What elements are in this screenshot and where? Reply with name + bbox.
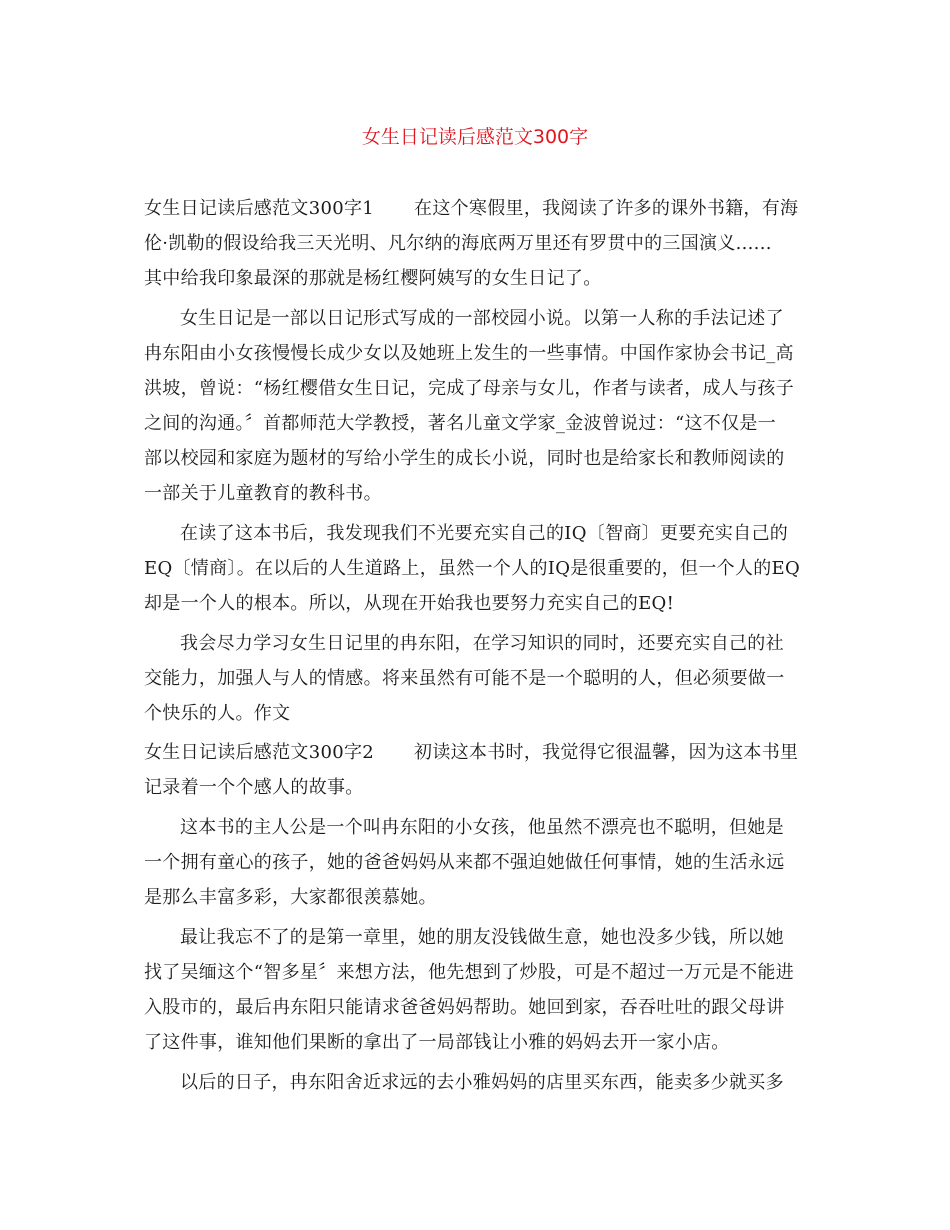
paragraph-line: 却是一个人的根本。所以，从现在开始我也要努力充实自己的EQ! bbox=[144, 593, 675, 614]
paragraph-line: 了这件事，谁知他们果断的拿出了一局部钱让小雅的妈妈去开一家小店。 bbox=[144, 1032, 730, 1053]
paragraph-text: 在这个寒假里，我阅读了许多的课外书籍，有海 bbox=[414, 198, 799, 219]
paragraph-text: 初读这本书时，我觉得它很温馨，因为这本书里 bbox=[414, 742, 799, 763]
paragraph-line: EQ〔情商〕。在以后的人生道路上，虽然一个人的IQ是很重要的，但一个人的EQ bbox=[144, 558, 801, 579]
paragraph-line: 是那么丰富多彩，大家都很羡慕她。 bbox=[144, 887, 437, 908]
paragraph-line: 冉东阳由小女孩慢慢长成少女以及她班上发生的一些事情。中国作家协会书记_高 bbox=[144, 343, 794, 364]
paragraph-line: 一个拥有童心的孩子，她的爸爸妈妈从来都不强迫她做任何事情，她的生活永远 bbox=[144, 852, 785, 873]
paragraph-line: 交能力，加强人与人的情感。将来虽然有可能不是一个聪明的人，但必须要做一 bbox=[144, 668, 785, 689]
paragraph-line bbox=[144, 197, 798, 221]
paragraph-line: 在读了这本书后，我发现我们不光要充实自己的IQ〔智商〕更要充实自己的 bbox=[180, 523, 789, 544]
paragraph-line: 之间的沟通。〞首都师范大学教授，著名儿童文学家_金波曾说过：“这不仅是一 bbox=[144, 413, 776, 434]
paragraph-line: 女生日记是一部以日记形式写成的一部校园小说。以第一人称的手法记述了 bbox=[180, 308, 784, 329]
paragraph-line: 洪坡，曾说：“杨红樱借女生日记，完成了母亲与女儿，作者与读者，成人与孩子 bbox=[144, 378, 794, 399]
paragraph-line: 其中给我印象最深的那就是杨红樱阿姨写的女生日记了。 bbox=[144, 268, 602, 289]
paragraph-line: 找了吴缅这个“智多星〞来想方法，他先想到了炒股，可是不超过一万元是不能进 bbox=[144, 962, 794, 983]
paragraph-line: 最让我忘不了的是第一章里，她的朋友没钱做生意，她也没多少钱，所以她 bbox=[180, 927, 784, 948]
paragraph-line: 记录着一个个感人的故事。 bbox=[144, 777, 364, 798]
paragraph-line: 一部关于儿童教育的教科书。 bbox=[144, 483, 382, 504]
paragraph-line: 个快乐的人。作文 bbox=[144, 703, 291, 724]
paragraph-line: 我会尽力学习女生日记里的冉东阳，在学习知识的同时，还要充实自己的社 bbox=[180, 633, 784, 654]
document-title: 女生日记读后感范文300字 bbox=[361, 126, 589, 148]
paragraph-line: 以后的日子，冉东阳舍近求远的去小雅妈妈的店里买东西，能卖多少就买多 bbox=[180, 1072, 784, 1093]
paragraph-line: 伦·凯勒的假设给我三天光明、凡尔纳的海底两万里还有罗贯中的三国演义...... bbox=[144, 233, 772, 254]
paragraph-line: 入股市的，最后冉东阳只能请求爸爸妈妈帮助。她回到家，吞吞吐吐的跟父母讲 bbox=[144, 997, 785, 1018]
paragraph-line: 这本书的主人公是一个叫冉东阳的小女孩，他虽然不漂亮也不聪明，但她是 bbox=[180, 817, 784, 838]
paragraph-line bbox=[144, 741, 798, 765]
essay-heading: 女生日记读后感范文300字2 bbox=[144, 742, 375, 763]
essay-heading: 女生日记读后感范文300字1 bbox=[144, 198, 375, 219]
paragraph-line: 部以校园和家庭为题材的写给小学生的成长小说，同时也是给家长和教师阅读的 bbox=[144, 448, 785, 469]
